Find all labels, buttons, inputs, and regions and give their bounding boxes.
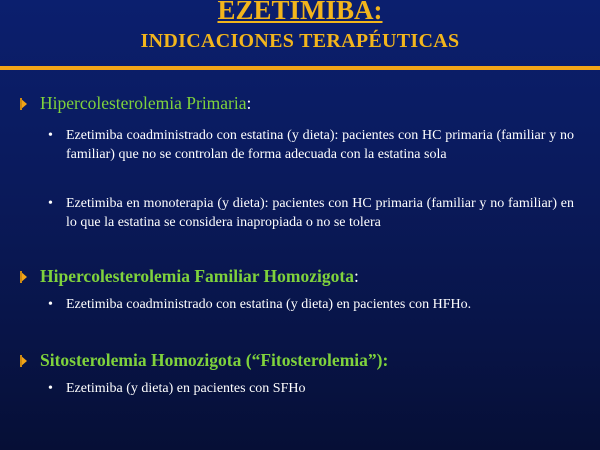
bullet-dot: • bbox=[48, 196, 53, 211]
slide-subtitle: INDICACIONES TERAPÉUTICAS bbox=[140, 30, 460, 52]
section-heading-suffix: : bbox=[246, 93, 252, 113]
section-heading-text: Hipercolesterolemia Familiar Homozigota bbox=[40, 266, 354, 286]
section-heading-text: Hipercolesterolemia Primaria bbox=[40, 93, 247, 113]
list-item: Ezetimiba en monoterapia (y dieta): pacientes con HC primaria (familiar y no familiar) en lo que la estatina se considera inapropiada o no se tolera bbox=[66, 196, 574, 230]
slide-title bbox=[0, 0, 600, 26]
section-heading bbox=[40, 265, 359, 287]
title-divider bbox=[0, 66, 600, 70]
bullet-dot: • bbox=[48, 128, 53, 143]
bullet-dot: • bbox=[48, 297, 53, 312]
arrow-bullet-icon bbox=[18, 97, 30, 111]
section-heading-text: Sitosterolemia Homozigota (“Fitosterolemia”): bbox=[40, 350, 389, 370]
list-item: Ezetimiba coadministrado con estatina (y dieta) en pacientes con HFHo. bbox=[66, 297, 472, 312]
list-item: Ezetimiba coadministrado con estatina (y dieta): pacientes con HC primaria (familiar y no familiar) que no se controlan de forma adecuada con la estatina sola bbox=[66, 128, 574, 162]
list-item: Ezetimiba (y dieta) en pacientes con SFHo bbox=[66, 381, 306, 396]
slide-title-colon: : bbox=[373, 0, 383, 25]
arrow-bullet-icon bbox=[18, 270, 30, 284]
slide-title-text: EZETIMIBA bbox=[217, 0, 374, 25]
section-heading bbox=[40, 92, 251, 114]
arrow-bullet-icon bbox=[18, 354, 30, 368]
section-heading-suffix: : bbox=[353, 266, 359, 286]
section-heading bbox=[40, 349, 388, 371]
bullet-dot: • bbox=[48, 381, 53, 396]
